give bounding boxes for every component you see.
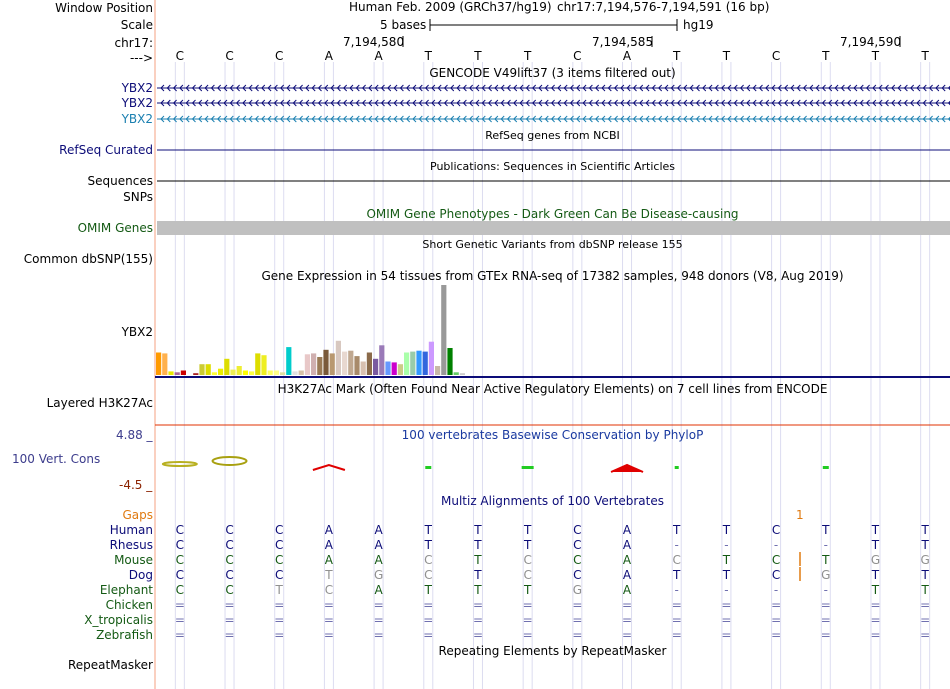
aligned-base: G: [920, 553, 930, 567]
aligned-base: =: [870, 613, 881, 627]
repeatmasker-label[interactable]: RepeatMasker: [67, 658, 153, 672]
gtex-tissue-bar: [441, 285, 446, 375]
omim-track-title[interactable]: OMIM Gene Phenotypes - Dark Green Can Be Disease-causing: [366, 207, 739, 221]
gtex-tissue-bar: [323, 350, 328, 375]
sequence-base: T: [523, 49, 532, 63]
cons-logo-glyph: [823, 466, 829, 469]
h3k27ac-label[interactable]: Layered H3K27Ac: [46, 396, 153, 410]
aligned-base: =: [472, 598, 483, 612]
aligned-base: -: [674, 538, 679, 552]
scale-assembly: hg19: [683, 18, 714, 32]
aligned-base: T: [722, 523, 731, 537]
gaps-mark: 1: [796, 508, 804, 522]
aligned-base: T: [822, 523, 830, 537]
gtex-tissue-bar: [299, 371, 304, 376]
aligned-base: =: [174, 613, 185, 627]
aligned-base: =: [522, 598, 533, 612]
aligned-base: =: [522, 613, 533, 627]
aligned-base: C: [275, 553, 284, 567]
gtex-tissue-bar: [454, 372, 459, 375]
aligned-base: -: [724, 538, 729, 552]
gencode-track-title[interactable]: GENCODE V49lift37 (3 items filtered out): [429, 66, 676, 80]
aligned-base: T: [474, 583, 482, 597]
gtex-tissue-bar: [243, 371, 248, 376]
gtex-tissue-bar: [249, 371, 254, 375]
sequence-base: T: [871, 49, 880, 63]
aligned-base: A: [622, 568, 632, 582]
aligned-base: C: [175, 523, 185, 537]
gtex-tissue-bar: [429, 342, 434, 375]
aligned-base: =: [622, 613, 633, 627]
aligned-base: =: [671, 628, 682, 642]
gtex-tissue-bar: [212, 372, 217, 375]
dbsnp-track-title[interactable]: Short Genetic Variants from dbSNP release 155: [422, 238, 683, 251]
aligned-base: =: [373, 598, 384, 612]
gtex-tissue-bar: [286, 347, 291, 375]
gtex-tissue-bar: [218, 369, 223, 375]
aligned-base: =: [721, 598, 732, 612]
cons-logo-glyph: [213, 457, 247, 465]
species-label: Dog: [128, 568, 153, 582]
aligned-base: =: [323, 613, 334, 627]
cons-ymin: -4.5 _: [119, 478, 153, 492]
coord-tick: 7,194,590: [840, 35, 902, 49]
aligned-base: =: [721, 628, 732, 642]
aligned-base: T: [523, 523, 532, 537]
aligned-base: =: [771, 628, 782, 642]
aligned-base: -: [773, 583, 779, 597]
repeatmasker-track-title[interactable]: Repeating Elements by RepeatMasker: [438, 644, 667, 658]
aligned-base: -: [773, 538, 779, 552]
snps-label[interactable]: SNPs: [123, 190, 153, 204]
species-label: X_tropicalis: [84, 613, 153, 627]
gtex-tissue-bar: [317, 357, 322, 375]
aligned-base: -: [724, 583, 729, 597]
aligned-base: =: [423, 598, 434, 612]
aligned-base: T: [325, 568, 333, 582]
gtex-tissue-bar: [175, 372, 180, 375]
cons-ymax: 4.88 _: [116, 428, 153, 442]
aligned-base: -: [823, 583, 828, 597]
gtex-tissue-bar: [379, 345, 384, 375]
aligned-base: T: [921, 568, 929, 582]
cons-logo-glyph: [163, 462, 197, 466]
cons-logo-glyph: [313, 465, 345, 470]
aligned-base: =: [622, 628, 633, 642]
species-label: Human: [109, 523, 153, 537]
cons-logo-glyph: [522, 466, 534, 469]
coord-tick: 7,194,585: [592, 35, 654, 49]
gtex-tissue-bar: [447, 348, 452, 375]
aligned-base: T: [424, 538, 432, 552]
species-label: Chicken: [105, 598, 153, 612]
gtex-tissue-bar: [336, 341, 341, 375]
aligned-base: =: [224, 598, 235, 612]
gtex-tissue-bar: [193, 373, 198, 375]
omim-label[interactable]: OMIM Genes: [77, 221, 153, 235]
aligned-base: C: [175, 568, 185, 582]
aligned-base: C: [175, 583, 185, 597]
aligned-base: A: [374, 538, 383, 552]
aligned-base: C: [573, 568, 582, 582]
aligned-base: T: [871, 568, 880, 582]
aligned-base: T: [722, 568, 731, 582]
aligned-base: C: [523, 553, 532, 567]
sequence-base: T: [673, 49, 681, 63]
aligned-base: T: [871, 523, 880, 537]
sequence-base: A: [324, 49, 334, 63]
gtex-tissue-bar: [435, 366, 440, 375]
aligned-base: =: [373, 628, 384, 642]
gtex-tissue-bar: [237, 366, 242, 375]
gtex-tissue-bar: [416, 351, 421, 375]
gtex-tissue-bar: [385, 362, 390, 376]
aligned-base: C: [771, 523, 781, 537]
gtex-tissue-bar: [404, 353, 409, 376]
aligned-base: T: [722, 553, 731, 567]
gtex-tissue-bar: [156, 353, 161, 376]
gencode-item-label[interactable]: YBX2: [121, 81, 153, 95]
aligned-base: C: [424, 568, 433, 582]
aligned-base: =: [721, 613, 732, 627]
gtex-tissue-bar: [373, 359, 378, 375]
omim-feature-bar: [157, 221, 950, 235]
aligned-base: G: [373, 568, 384, 582]
sequence-base: C: [225, 49, 234, 63]
aligned-base: C: [225, 583, 234, 597]
gencode-item-label[interactable]: YBX2: [121, 112, 153, 126]
aligned-base: =: [323, 598, 334, 612]
aligned-base: T: [921, 583, 929, 597]
aligned-base: =: [870, 598, 881, 612]
gtex-tissue-bar: [398, 364, 403, 375]
cons-logo-glyph: [675, 466, 679, 469]
aligned-base: A: [622, 583, 632, 597]
aligned-base: =: [820, 628, 831, 642]
aligned-base: =: [224, 613, 235, 627]
gtex-tissue-bar: [423, 352, 428, 375]
aligned-base: =: [423, 613, 434, 627]
aligned-base: =: [622, 598, 633, 612]
gtex-tissue-bar: [187, 369, 192, 375]
gtex-track-title[interactable]: Gene Expression in 54 tissues from GTEx RNA-seq of 17382 samples, 948 donors (V8, Aug 2019): [261, 269, 844, 283]
aligned-base: C: [573, 523, 582, 537]
aligned-base: =: [323, 628, 334, 642]
aligned-base: =: [572, 613, 583, 627]
gtex-tissue-bar: [261, 355, 266, 375]
gtex-tissue-bar: [168, 371, 173, 375]
gtex-tissue-bar: [268, 371, 273, 376]
aligned-base: C: [573, 538, 582, 552]
aligned-base: =: [274, 628, 285, 642]
gtex-tissue-bar: [181, 371, 186, 376]
sequence-base: T: [722, 49, 731, 63]
sequence-base: A: [374, 49, 383, 63]
species-label: Rhesus: [109, 538, 153, 552]
aligned-base: C: [275, 568, 284, 582]
aligned-base: T: [673, 568, 681, 582]
cons-label[interactable]: 100 Vert. Cons: [12, 452, 101, 466]
aligned-base: =: [920, 598, 931, 612]
aligned-base: C: [225, 568, 234, 582]
aligned-base: =: [820, 613, 831, 627]
aligned-base: C: [275, 523, 284, 537]
coord-tick: 7,194,580: [343, 35, 405, 49]
aligned-base: =: [920, 628, 931, 642]
aligned-base: A: [324, 538, 334, 552]
assembly-title: Human Feb. 2009 (GRCh37/hg19): [349, 0, 552, 14]
aligned-base: G: [572, 583, 582, 597]
publications-track-title[interactable]: Publications: Sequences in Scientific Articles: [430, 160, 675, 173]
gtex-tissue-bar: [206, 364, 211, 375]
aligned-base: C: [573, 553, 582, 567]
aligned-base: C: [175, 538, 185, 552]
gaps-label: Gaps: [122, 508, 153, 522]
gtex-tissue-bar: [305, 354, 310, 375]
aligned-base: C: [225, 523, 234, 537]
aligned-base: =: [671, 613, 682, 627]
gtex-tissue-bar: [410, 352, 415, 375]
gencode-item-label[interactable]: YBX2: [121, 96, 153, 110]
cons-logo-glyph: [611, 465, 643, 472]
aligned-base: C: [175, 553, 185, 567]
aligned-base: T: [424, 523, 432, 537]
dbsnp-label[interactable]: Common dbSNP(155): [23, 252, 153, 266]
aligned-base: =: [423, 628, 434, 642]
aligned-base: A: [324, 523, 334, 537]
aligned-base: =: [671, 598, 682, 612]
sequence-base: A: [622, 49, 632, 63]
cons-track-title[interactable]: 100 vertebrates Basewise Conservation by PhyloP: [401, 428, 704, 442]
aligned-base: T: [921, 538, 929, 552]
aligned-base: =: [522, 628, 533, 642]
species-label: Elephant: [99, 583, 153, 597]
aligned-base: A: [622, 523, 632, 537]
aligned-base: =: [274, 598, 285, 612]
gtex-tissue-bar: [230, 370, 235, 375]
sequence-base: C: [771, 49, 781, 63]
aligned-base: A: [622, 553, 632, 567]
aligned-base: C: [771, 568, 781, 582]
aligned-base: A: [622, 538, 632, 552]
scale-label: Scale: [120, 18, 153, 32]
aligned-base: T: [673, 523, 681, 537]
gtex-tissue-bar: [361, 362, 366, 376]
gtex-tissue-bar: [367, 353, 372, 376]
aligned-base: =: [472, 628, 483, 642]
aligned-base: =: [472, 613, 483, 627]
aligned-base: C: [771, 553, 781, 567]
h3k27ac-track-title[interactable]: H3K27Ac Mark (Often Found Near Active Regulatory Elements) on 7 cell lines from ENCODE: [277, 382, 828, 396]
chrom-label: chr17:: [114, 36, 153, 50]
aligned-base: T: [523, 583, 532, 597]
aligned-base: =: [771, 598, 782, 612]
sequence-base: C: [275, 49, 284, 63]
aligned-base: T: [871, 583, 880, 597]
aligned-base: T: [921, 523, 929, 537]
aligned-base: A: [374, 553, 383, 567]
aligned-base: T: [474, 568, 482, 582]
aligned-base: =: [274, 613, 285, 627]
gtex-tissue-bar: [460, 373, 465, 375]
gtex-tissue-bar: [292, 371, 297, 375]
refseq-label[interactable]: RefSeq Curated: [59, 143, 153, 157]
sequence-base: T: [921, 49, 929, 63]
species-label: Mouse: [114, 553, 153, 567]
aligned-base: =: [870, 628, 881, 642]
aligned-base: =: [771, 613, 782, 627]
aligned-base: A: [374, 523, 383, 537]
sequence-base: T: [474, 49, 482, 63]
aligned-base: A: [374, 583, 383, 597]
gtex-tissue-bar: [255, 353, 260, 375]
aligned-base: C: [672, 553, 681, 567]
aligned-base: =: [572, 628, 583, 642]
gtex-tissue-bar: [392, 362, 397, 375]
multiz-track-title[interactable]: Multiz Alignments of 100 Vertebrates: [440, 494, 665, 508]
gtex-tissue-bar: [224, 359, 229, 375]
aligned-base: C: [523, 568, 532, 582]
aligned-base: C: [324, 583, 334, 597]
strand-label: --->: [129, 51, 153, 65]
aligned-base: T: [474, 553, 482, 567]
aligned-base: T: [474, 538, 482, 552]
position-text: chr17:7,194,576-7,194,591 (16 bp): [557, 0, 770, 14]
aligned-base: =: [174, 628, 185, 642]
species-label: Zebrafish: [96, 628, 153, 642]
aligned-base: G: [821, 568, 831, 582]
aligned-base: G: [870, 553, 881, 567]
gtex-gene-label[interactable]: YBX2: [121, 325, 153, 339]
scale-text: 5 bases: [380, 18, 427, 32]
gtex-tissue-bar: [311, 353, 316, 375]
gtex-tissue-bar: [348, 351, 353, 375]
refseq-track-title[interactable]: RefSeq genes from NCBI: [485, 129, 620, 142]
aligned-base: T: [474, 523, 482, 537]
sequence-base: T: [822, 49, 830, 63]
gtex-tissue-bar: [199, 364, 204, 375]
gtex-tissue-bar: [280, 372, 285, 375]
cons-logo-glyph: [425, 466, 431, 469]
aligned-base: -: [674, 583, 679, 597]
aligned-base: T: [275, 583, 283, 597]
aligned-base: =: [920, 613, 931, 627]
sequence-base: C: [175, 49, 185, 63]
gtex-tissue-bar: [162, 353, 167, 375]
sequence-base: T: [424, 49, 432, 63]
gtex-tissue-bar: [342, 352, 347, 375]
aligned-base: A: [324, 553, 334, 567]
aligned-base: T: [822, 553, 830, 567]
aligned-base: C: [225, 538, 234, 552]
aligned-base: T: [424, 583, 432, 597]
aligned-base: C: [225, 553, 234, 567]
aligned-base: -: [823, 538, 828, 552]
publications-label[interactable]: Sequences: [87, 174, 153, 188]
gtex-tissue-bar: [354, 356, 359, 375]
gtex-tissue-bar: [330, 353, 335, 375]
aligned-base: C: [424, 553, 433, 567]
aligned-base: =: [174, 598, 185, 612]
aligned-base: =: [373, 613, 384, 627]
aligned-base: T: [871, 538, 880, 552]
aligned-base: =: [820, 598, 831, 612]
aligned-base: =: [224, 628, 235, 642]
gtex-tissue-bar: [274, 371, 279, 376]
aligned-base: T: [523, 538, 532, 552]
aligned-base: C: [275, 538, 284, 552]
window-position-label: Window Position: [55, 1, 153, 15]
aligned-base: =: [572, 598, 583, 612]
sequence-base: C: [573, 49, 582, 63]
